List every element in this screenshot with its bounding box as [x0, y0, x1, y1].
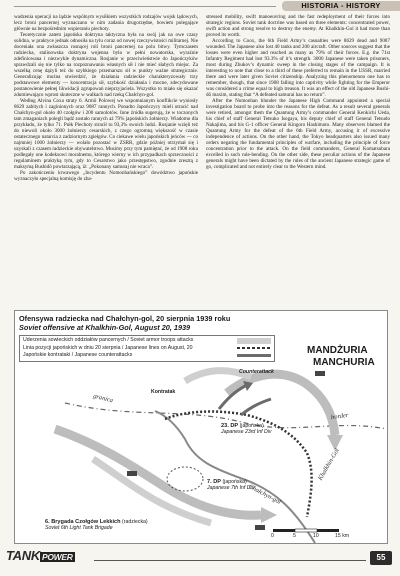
legend-swatch	[237, 338, 271, 344]
section-tab: HISTORIA - HISTORY	[282, 1, 400, 11]
paragraph: After the Nomonhan blunder the Japanese High Command appointed a special investigation board to probe into the reasons for the defeat. As a result several generals were retired, amongst them the Quantung Army’s commander General Kenkichi Ueda, his chief of staff General Tetsuko Isogaya, his deputy chief of staff General Tetsudo Nakajima, and his G-1 officer General Kingoro Hashimoto. Many observers blamed the Quantung Army for the defeat of the 6th Field Army, accusing it of excessive independence of actions. On the other hand, the Tokyo headquarters also issued many orders negating the fundamental principles of warfare, including the principle of force concentration prior to the attack. On the field commanders, General Komatsubara excelled in such rule-bending. On the other side, these peculiar actions of the Japanese generals might have been dictated by the rules of the ancient Japanese strategic game of go, complicated and not entirely clear to the Western mind.	[206, 98, 390, 170]
tank-symbol	[255, 525, 265, 530]
river-label-en: Khalkhin-Gol	[316, 447, 341, 482]
unit-6bcl-label: 6. Brygada Czołgów Lekkich (radziecka) Soviet 6th Light Tank Brigade	[45, 519, 148, 531]
map-legend	[19, 315, 275, 362]
paragraph: wadzenia operacji na lądzie wspólnym wysiłkiem wszystkich rodzajów wojsk lądowych, lecz broni pancernej wyznaczano w nim zadania drugorzędne, bowiem polegające głównie na bezpośrednim wspieraniu piechoty.	[14, 14, 198, 32]
footer-rule	[94, 560, 366, 561]
legend-swatch	[237, 347, 271, 349]
map-title-english: Soviet offensive at Khalkhin-Gol, August 20, 1939	[19, 322, 191, 332]
counterattack-arrow	[241, 399, 271, 415]
soviet-attack-2	[93, 459, 211, 523]
tank-symbol	[315, 371, 325, 376]
paragraph: According to Coox, the 6th Field Army’s casualties were 8629 dead and 9087 wounded. The Japanese also lost 40 tanks and 200 aircraft. Other sources suggest that the losses were even higher and reached as many as 79% of their forces. E.g. the 71st Infantry Regiment had lost 93.3% of it’s strength. 3000 Japanese were taken prisoners, most during Zhukov’s dynamic sweep in the closing stages of the campaign. It is interesting to note that close to a third of these preferred to remain in the USSR, married there and were later given Soviet citizenship. Analyzing this phenomenon one has to remember, though, that since 1908 falling into captivity while fighting for the Emperor was considered a crime equal to high treason. It was an effect of the old Japanese Bushi-dō maxim, stating that “A defeated samurai has no return”.	[206, 38, 390, 98]
unit-23dp-label: 23. DP (japońska) Japanese 23rd Inf Div	[221, 423, 272, 435]
japanese-pocket	[167, 467, 203, 491]
river-label-pl: Chałchyn-gol	[247, 483, 282, 506]
soviet-arrowhead	[261, 507, 277, 523]
scale-segment	[295, 529, 317, 532]
scale-label-5: 5	[293, 533, 296, 539]
country-label-pl: MANDŻURIA	[307, 345, 368, 356]
border-label-pl: granica	[92, 392, 114, 405]
scale-segment	[317, 529, 339, 532]
page-header	[0, 0, 400, 12]
country-label-en: MANCHURIA	[313, 357, 375, 368]
scale-label-10: 10	[313, 533, 319, 539]
paragraph: stressed mobility, swift manoeuvring and the fast redeployment of their forces into strategic regions. Soviet tank doctrine was based on three elements: concentrated power, swift action and strong resolve to destroy the enemy. At Khalkhin-Gol it had more than proved its worth.	[206, 14, 390, 38]
tank-symbol	[127, 471, 137, 476]
counterattack-label-pl: Kontratak	[151, 389, 176, 395]
legend-row-soviet	[23, 337, 271, 345]
scale-label-15km: 15 km	[335, 533, 350, 539]
legend-box	[19, 335, 275, 362]
page-number: 55	[370, 551, 392, 565]
header-rule	[14, 6, 276, 7]
scale-segment	[273, 529, 295, 532]
border-label-en: border	[330, 411, 349, 422]
legend-label: Linia pozycji japońskich w dniu 20 sierpnia / Japanese lines on August, 20	[23, 344, 193, 351]
map-title-polish: Ofensywa radziecka nad Chałchyn-gol, 20 sierpnia 1939 roku	[19, 314, 231, 323]
battle-map	[14, 310, 388, 544]
english-text-column	[206, 14, 390, 304]
legend-label: Japońskie kontrataki / Japanese counterattacks	[23, 352, 133, 358]
legend-row-japanese-line	[23, 345, 271, 353]
legend-label: Uderzenia sowieckich oddziałów pancernych / Soviet armor troops attacks	[23, 337, 194, 343]
paragraph: Teoretycznie zatem japońska doktryna taktyczna była na swój jak na owe czasy solidna, w praktyce jednak odnosiła na tylu coraz od nowej rzeczywistości militarnej. Nie doceniała ona zwłaszcza rosnącej roli broni pancernej na polu bitwy. Tymczasem radziecka, stalinowska doktryna wojenna była w pełni nowatorska, wyraźnie zdefiniowana i niezwykle dynamiczna. Rosjanie w przeciwieństwie do Japończyków sprawdzali się nie tylko na rozpoznawaniu własnych sił i nie mieć słabych miejsc. Za wszelką cenę dążyli też do szybkiego przemarszu sił w punkty ważne strategicznie. Generalizując można stwierdzić, że działania radzieckie charakteryzowały trzy podstawowe elementy — koncentracja sił, szybkość działania i mocne, zdecydowane postanowienie pełnej likwidacji zgrupowań nieprzyjaciela. Wszystko to miało się okazać zdumiewająco wprost skuteczne w walkach nad rzeką Chałchyn-gol.	[14, 32, 198, 98]
unit-7dp-label: 7. DP (japońska) Japanese 7th Inf Div	[207, 479, 255, 491]
counterattack-label-en: Counterattack	[239, 369, 274, 375]
paragraph: Według Alvina Coxa straty 6. Armii Polowej we wspomnianym konflikcie wyniosły 8629 zabitych i zaginionych oraz 9087 rannych. Ponadto Japończycy mieli utracić nad Chałchyn-gol około 40 czołgów i 200 samolotów. Inne źródła sugerują, że w toczonych tam zmaganiach polegli bądź zostało rannych aż 79% japońskich żołnierzy. Wiadomo dla przykładu, że tylko 71. Pułk Piechoty stracił tu 93,3% swoich ludzi. Rosjanie wzięli też do niewoli około 3000 żołnierzy cesarskich, z czego ogromną większość w czasie ostatecznego natarcia z zadziornym zgiełgów. Co ciekawe wielu japońskich jeńców — co najmniej 1000 żołnierzy — wolało pozostać w ZSRR, gdzie później otrzymał się i uzyskali z czasem radzieckie obywatelstwo. Musimy przy tym pamiętać, że od 1908 roku podlegały one kodeksowi moralnemu, którego wierny w ich przypadkach sprzeczności z regulaminem praktyką tym, gdy to Cesarstwo jako przestępstwo, zgodnie zresztą z maksymą Bushidō powtarzającą, iż: „Pokonany samuraj nie wraca”.	[14, 98, 198, 170]
polish-text-column	[14, 14, 198, 304]
legend-swatch	[237, 354, 271, 357]
scale-label-0: 0	[271, 533, 274, 539]
legend-row-counterattack	[23, 352, 271, 360]
magazine-logo: TANK POWER	[6, 548, 73, 563]
paragraph: Po zakończeniu krwawego „Incydentu Nomonhańskiego” dowództwo japońskie wyznaczyło specjalną komisję do zba-	[14, 170, 198, 182]
